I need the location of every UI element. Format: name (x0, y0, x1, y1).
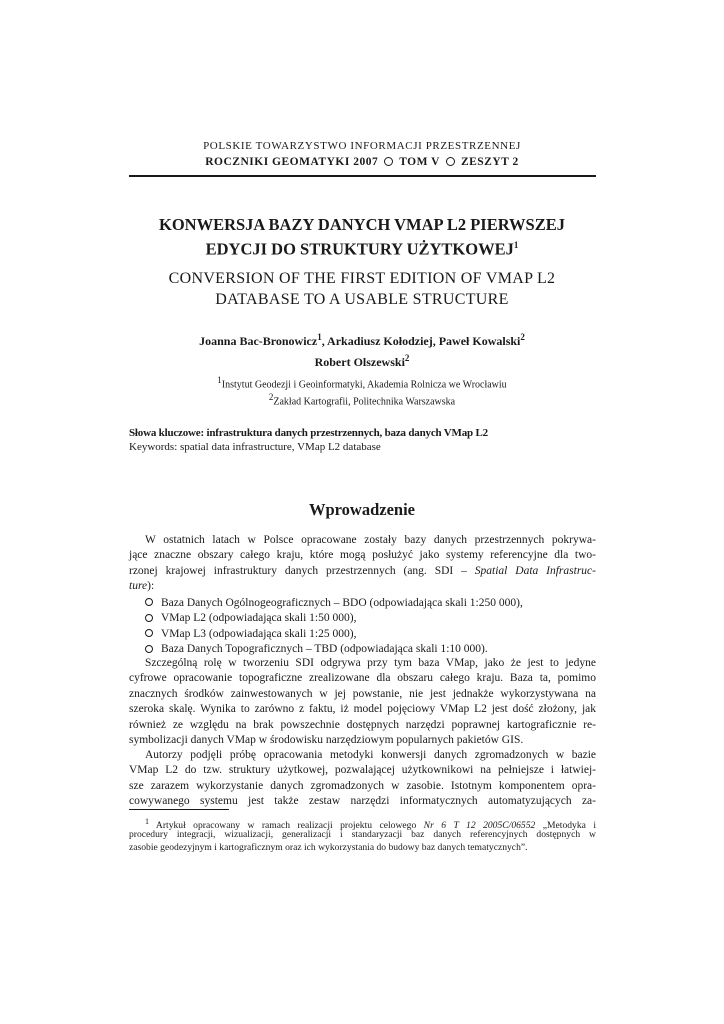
text-line: jące znaczne obszary całego kraju, które mogą posłużyć jako systemy referencyjne dla two- (129, 549, 596, 562)
text-line: zasobie geodezyjnym i kartograficznym oraz ich wykorzystania do budowy baz danych tematycznych”. (129, 842, 528, 853)
text-line: cyfrowe opracowanie topograficzne zrealizowane dla obszaru całego kraju. Baza ta, pomimo (129, 672, 596, 685)
header-rule (129, 175, 596, 177)
text-line: VMap L2 do tzw. struktury użytkowej, pozwalającej użytkownikowi na pełniejsze i łatwiej- (129, 764, 596, 777)
text-line: znacznych środków zainwestowanych w jej powstanie, nie jest jednakże wykorzystywana na (129, 687, 596, 700)
text-line: procedury integracji, wizualizacji, generalizacji i standaryzacji baz danych referencyjnych dostępnych w (129, 829, 596, 840)
text-line (129, 815, 596, 832)
society-name: POLSKIE TOWARZYSTWO INFORMACJI PRZESTRZENNEJ (203, 140, 521, 152)
keywords-polish: Słowa kluczowe: infrastruktura danych przestrzennych, baza danych VMap L2 (129, 427, 488, 439)
text-line: Autorzy podjęli próbę opracowania metodyki konwersji danych zgromadzonych w bazie (145, 749, 596, 761)
italic-term: ture (129, 580, 148, 593)
text-line (129, 579, 596, 594)
title-polish-line2: EDYCJI DO STRUKTURY UŻYTKOWEJ (205, 239, 514, 259)
keywords-block (129, 426, 488, 454)
paragraph-3 (129, 748, 596, 810)
title-polish-line1: KONWERSJA BAZY DANYCH VMAP L2 PIERWSZEJ (158, 215, 565, 234)
text-line: W ostatnich latach w Polsce opracowane zostały bazy danych przestrzennych pokrywa- (145, 534, 596, 546)
journal-header (0, 156, 724, 168)
text-line: symbolizacji danych VMap w środowisku narzędziowym popularnych pakietów GIS. (129, 733, 524, 746)
list-item (145, 596, 523, 611)
circle-bullet-icon (145, 645, 153, 653)
affiliation-marker: 1 (317, 332, 322, 342)
affiliation-marker: 2 (268, 392, 274, 403)
text-line: sze zarazem wykorzystanie danych zgromadzonych w zasobie. Istotnym komponentem opra- (129, 779, 596, 792)
text-line: szeroka skalę. Wynika to zarówno z faktu, iż model pojęciowy VMap L2 jest dość złożony, jak (129, 703, 596, 716)
project-number: Nr 6 T 12 2005C/06552 (423, 820, 536, 832)
database-list (145, 596, 523, 658)
intro-paragraph (129, 533, 596, 595)
issue: ZESZYT 2 (460, 156, 519, 168)
title-polish (0, 215, 724, 260)
author: Joanna Bac-Bronowicz (199, 334, 318, 348)
circle-bullet-icon (145, 614, 153, 622)
circle-bullet-icon (145, 598, 153, 606)
text-fragment: rzonej krajowej infrastruktury danych przestrzennych (ang. SDI – (129, 564, 475, 577)
affiliations (0, 374, 724, 409)
title-english-line2: DATABASE TO A USABLE STRUCTURE (215, 291, 509, 308)
text-line: cowywanego systemu jest także zestaw narzędzi informatycznych automatyzujących za- (129, 795, 596, 808)
italic-term: Spatial Data Infrastruc- (474, 564, 596, 577)
paragraph-2 (129, 656, 596, 748)
journal-title: ROCZNIKI GEOMATYKI 2007 (205, 156, 379, 168)
affiliation: Zakład Kartografii, Politechnika Warszawska (273, 396, 456, 408)
list-item-text: VMap L3 (odpowiadająca skali 1:25 000), (161, 627, 357, 640)
text-fragment: Artykuł opracowany w ramach realizacji projektu celowego (155, 820, 424, 832)
keywords-english: Keywords: spatial data infrastructure, VMap L2 database (129, 441, 381, 453)
circle-separator-icon (446, 157, 455, 166)
title-english (0, 268, 724, 310)
text-fragment: ): (147, 580, 155, 593)
footnote-rule (129, 809, 229, 810)
affiliation-marker: 2 (404, 353, 410, 363)
list-item (145, 611, 523, 626)
list-item-text: Baza Danych Ogólnogeograficznych – BDO (odpowiadająca skali 1:250 000), (161, 597, 523, 609)
footnote-number: 1 (145, 817, 149, 826)
text-line: Szczególną rolę w tworzeniu SDI odgrywa przy tym baza VMap, jako że jest to jedyne (145, 657, 596, 669)
footnote (129, 815, 596, 854)
list-item (145, 627, 523, 642)
authors (0, 329, 724, 371)
volume: TOM V (399, 156, 440, 168)
footnote-marker[interactable]: 1 (513, 240, 519, 250)
affiliation-marker: 1 (217, 375, 222, 385)
circle-separator-icon (384, 157, 393, 166)
list-item-text: Baza Danych Topograficznych – TBD (odpowiadająca skali 1:10 000). (161, 643, 488, 656)
text-line (129, 564, 596, 579)
affiliation-marker: 2 (520, 332, 525, 342)
affiliation: Instytut Geodezji i Geoinformatyki, Akademia Rolnicza we Wrocławiu (221, 379, 507, 391)
text-line: również ze względu na brak powszechnie dostępnych narzędzi poprawnej kartograficznie re- (129, 718, 596, 731)
author: Robert Olszewski (314, 355, 405, 369)
circle-bullet-icon (145, 629, 153, 637)
text-fragment: „Metodyka i (535, 820, 596, 832)
section-heading: Wprowadzenie (308, 500, 416, 519)
author: , Arkadiusz Kołodziej, Paweł Kowalski (321, 334, 521, 348)
list-item-text: VMap L2 (odpowiadająca skali 1:50 000), (161, 612, 357, 625)
title-english-line1: CONVERSION OF THE FIRST EDITION OF VMAP L2 (168, 270, 556, 287)
